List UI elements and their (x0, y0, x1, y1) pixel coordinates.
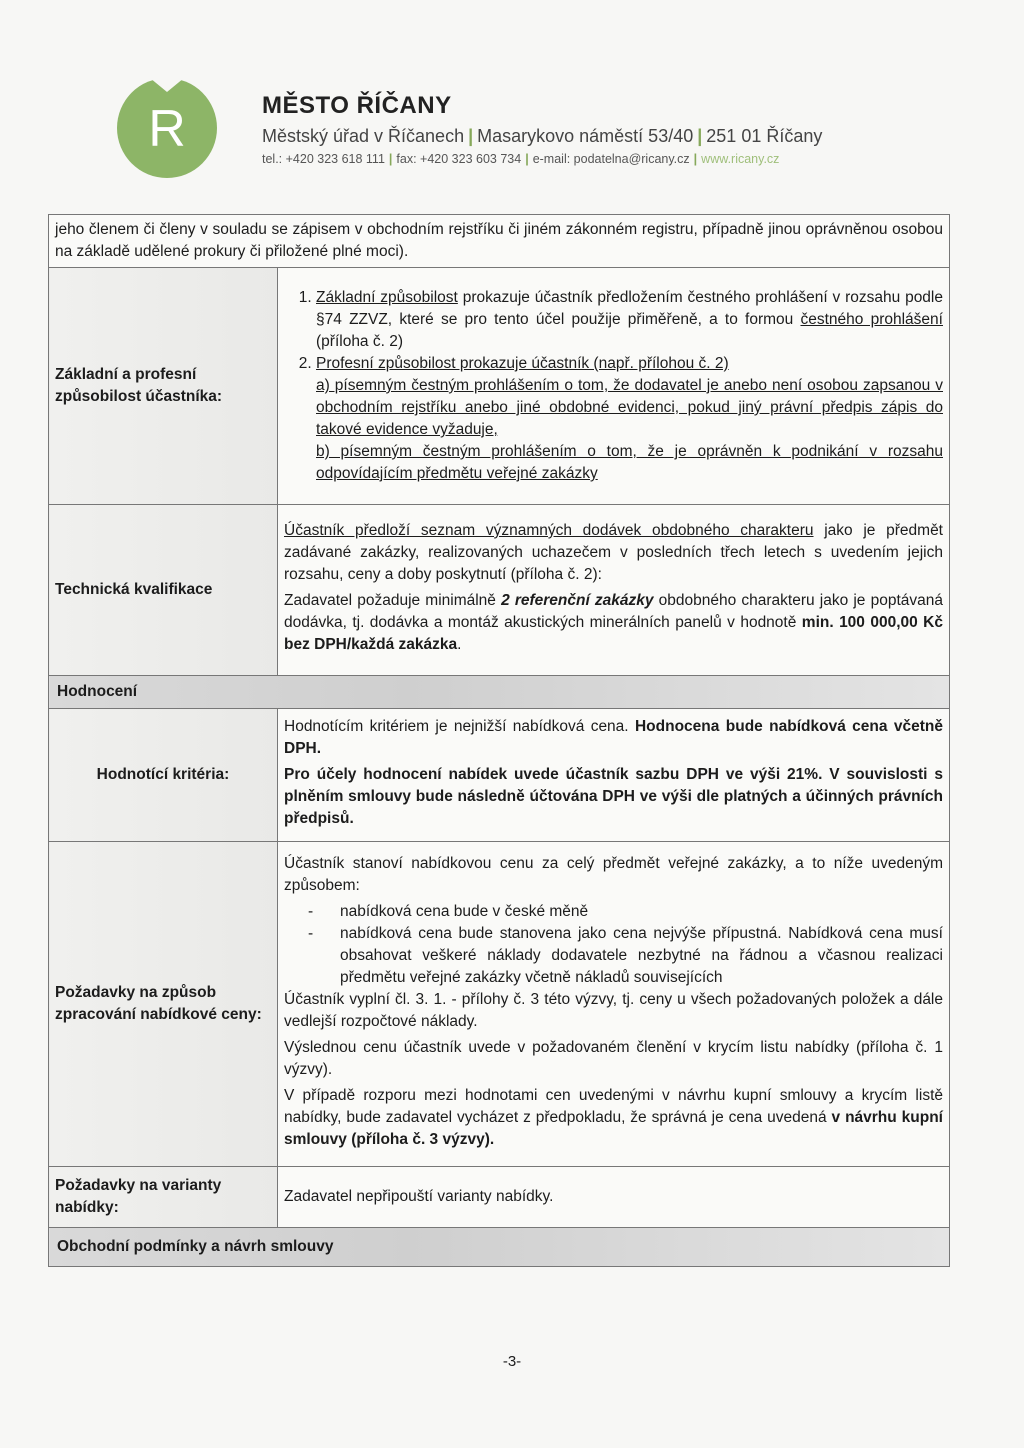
intro-text: jeho členem či členy v souladu se zápisem v obchodním rejstříku či jiném zákonném registru, případně jinou oprávněnou osobou na základě udělené prokury či přiložené plné moci). (49, 215, 950, 268)
label-hodnotici-kriteria: Hodnotící kritéria: (49, 709, 278, 842)
section-hodnoceni: Hodnocení (49, 676, 950, 709)
dash-list (284, 901, 943, 989)
content-zpusob-zpracovani-ceny: Účastník stanoví nabídkovou cenu za celý předmět veřejné zakázky, a to níže uvedeným způsobem: - nabídková cena bude v české měně - nabídková cena bude stanovena jako cena nejvýše přípustná. Nabídková cena musí obsahovat veškeré náklady dodavatele nezbytné na řádnou a včasnou realizaci předmětu veřejné zakázky včetně nákladů souvisejících Účastník vyplní čl. 3. 1. - přílohy č. 3 této výzvy, tj. ceny u všech požadovaných položek a dále vedlejší rozpočtové náklady. Výslednou cenu účastník uvede v požadovaném členění v krycím listu nabídky (příloha č. 1 výzvy). V případě rozporu mezi hodnotami cen uvedenými v návrhu kupní smlouvy a krycím listě nabídky, bude zadavatel vycházet z předpokladu, že správná je cena uvedená v návrhu kupní smlouvy (příloha č. 3 výzvy). (278, 842, 950, 1167)
section-header-row (49, 1228, 950, 1267)
city-name: MĚSTO ŘÍČANY (262, 92, 452, 119)
table-row (49, 268, 950, 505)
content-technicka-kvalifikace: Účastník předloží seznam významných dodávek obdobného charakteru jako je předmět zadávané zakázky, realizovaných uchazečem v posledních třech letech s uvedením jejich rozsahu, ceny a doby poskytnutí (příloha č. 2): Zadavatel požaduje minimálně 2 referenční zakázky obdobného charakteru jako je poptávaná dodávka, tj. dodávka a montáž akustických minerálních panelů v hodnotě min. 100 000,00 Kč bez DPH/každá zakázka. (278, 505, 950, 676)
fax-number: fax: +420 323 603 734 (396, 152, 522, 166)
email-address: e-mail: podatelna@ricany.cz (532, 152, 690, 166)
numbered-list (284, 287, 943, 485)
section-obchodni-podminky: Obchodní podmínky a návrh smlouvy (49, 1228, 950, 1267)
table-row (49, 1167, 950, 1228)
label-zpusob-zpracovani-ceny: Požadavky na způsob zpracování nabídkové ceny: (49, 842, 278, 1167)
office-address: Městský úřad v Říčanech | Masarykovo náměstí 53/40 | 251 01 Říčany (262, 126, 823, 146)
list-item: - nabídková cena bude stanovena jako cena nejvýše přípustná. Nabídková cena musí obsahovat veškeré náklady dodavatele nezbytné na řádnou a včasnou realizaci předmětu veřejné zakázky včetně nákladů souvisejících (340, 923, 943, 989)
content-varianty: Zadavatel nepřipouští varianty nabídky. (278, 1167, 950, 1228)
page-number: -3- (502, 1353, 522, 1370)
label-technicka-kvalifikace: Technická kvalifikace (49, 505, 278, 676)
section-header-row (49, 676, 950, 709)
list-item: 1. Základní způsobilost prokazuje účastník předložením čestného prohlášení v rozsahu podle §74 ZZVZ, které se pro tento účel použije přiměřeně, a to formou čestného prohlášení (příloha č. 2) (316, 287, 943, 353)
table-row (49, 709, 950, 842)
website: www.ricany.cz (701, 152, 780, 166)
list-item: 2. Profesní způsobilost prokazuje účastník (např. přílohou č. 2) a) písemným čestným prohlášením o tom, že dodavatel je anebo není osobou zapsanou v obchodním rejstříku anebo jiné obdobné evidenci, pokud jiný právní předpis zápis do takové evidence vyžaduje, b) písemným čestným prohlášením o tom, že je oprávněn k podnikání v rozsahu odpovídajícím předmětu veřejné zakázky (316, 353, 943, 485)
postcode-city: 251 01 Říčany (706, 126, 823, 146)
label-zakladni-zpusobilost: Základní a profesní způsobilost účastníka: (49, 268, 278, 505)
content-hodnotici-kriteria: Hodnotícím kritériem je nejnižší nabídková cena. Hodnocena bude nabídková cena včetně DPH. Pro účely hodnocení nabídek uvede účastník sazbu DPH ve výši 21%. V souvislosti s plněním smlouvy bude následně účtována DPH ve výši dle platných a účinných právních předpisů. (278, 709, 950, 842)
city-logo-icon (112, 70, 222, 180)
list-item: - nabídková cena bude v české měně (340, 901, 943, 923)
letterhead (112, 70, 992, 190)
table-row (49, 505, 950, 676)
table-row (49, 215, 950, 268)
tender-requirements-table (48, 214, 950, 1267)
logo-letter: R (148, 100, 186, 158)
street-address: Masarykovo náměstí 53/40 (477, 126, 694, 146)
content-zakladni-zpusobilost (278, 268, 950, 505)
phone-number: tel.: +420 323 618 111 (262, 152, 385, 166)
contact-line: tel.: +420 323 618 111 | fax: +420 323 603 734 | e-mail: podatelna@ricany.cz | www.ricany.cz (262, 152, 780, 166)
table-row (49, 842, 950, 1167)
label-varianty: Požadavky na varianty nabídky: (49, 1167, 278, 1228)
office-name: Městský úřad v Říčanech (262, 126, 465, 146)
